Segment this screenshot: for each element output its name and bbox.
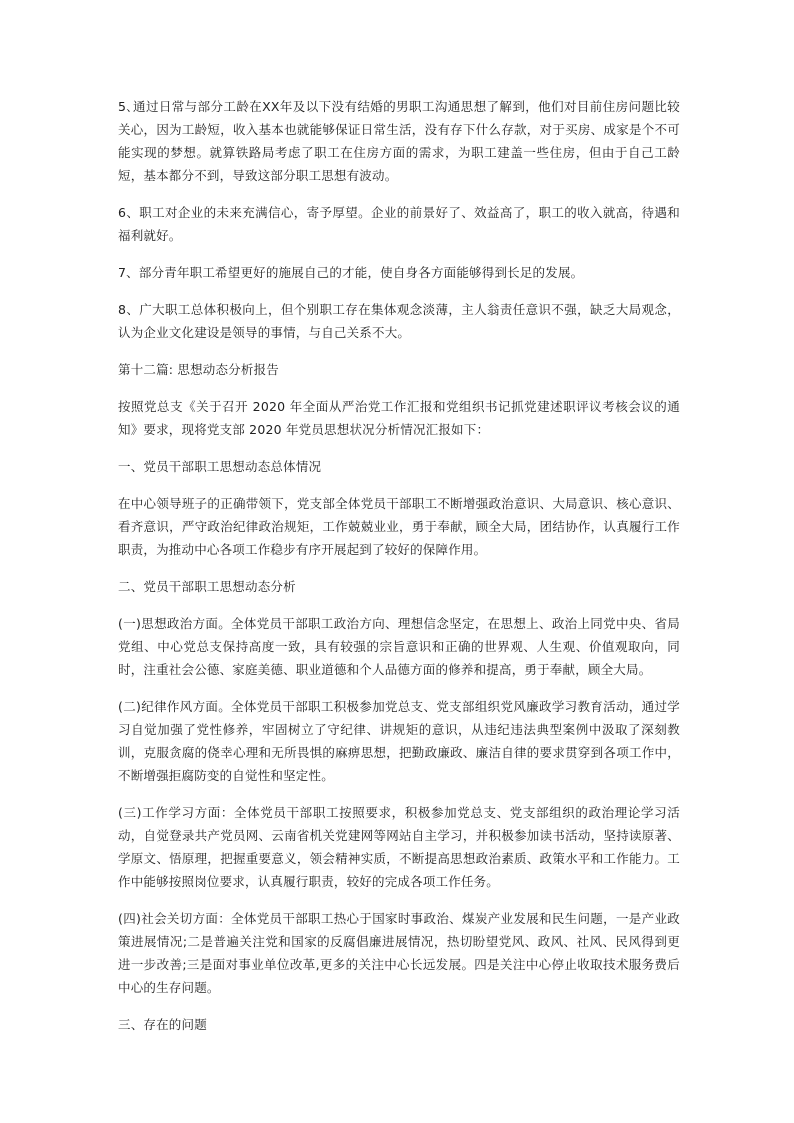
paragraph-item-7-youth: 7、部分青年职工希望更好的施展自己的才能，使自身各方面能够得到长足的发展。 <box>118 265 584 280</box>
paragraph-item-5-housing: 5､通过日常与部分工龄在XX年及以下没有结婚的男职工沟通思想了解到，他们对目前住房问题比较关心，因为工龄短，收入基本也就能够保证日常生活，没有存下什么存款，对于买房、成家是个不可能实现的梦想。就算铁路局考虑了职工在住房方面的需求，为职工建盖一些住房，但由于自己工龄短，基本都分不到，导致这部分职工思想有波动。 <box>118 99 680 183</box>
intro-paragraph: 按照党总支《关于召开 2020 年全面从严治党工作汇报和党组织书记抓党建述职评议考核会议的通知》要求，现将党支部 2020 年党员思想状况分析情况汇报如下： <box>118 399 680 437</box>
overall-paragraph: 在中心领导班子的正确带领下，党支部全体党员干部职工不断增强政治意识、大局意识、核心意识、看齐意识，严守政治纪律政治规矩，工作兢兢业业，勇于奉献，顾全大局，团结协作，认真履行工作职责，为推动中心各项工作稳步有序开展起到了较好的保障作用。 <box>118 496 680 557</box>
analysis-paragraph-discipline: (二)纪律作风方面。全体党员干部职工积极参加党总支、党支部组织党风廉政学习教育活动，通过学习自觉加强了党性修养，牢固树立了守纪律、讲规矩的意识，从违纪违法典型案例中汲取了深刻教训，克服贪腐的侥幸心理和无所畏惧的麻痹思想，把勤政廉政、廉洁自律的要求贯穿到各项工作中，不断增强拒腐防变的自觉性和坚定性。 <box>118 699 680 783</box>
analysis-paragraph-social: (四)社会关切方面：全体党员干部职工热心于国家时事政治、煤炭产业发展和民生问题，一是产业政策进展情况;二是普遍关注党和国家的反腐倡廉进展情况，热切盼望党风、政风、社风、民风得到更进一步改善;三是面对事业单位改革,更多的关注中心长远发展。四是关注中心停止收取技术服务费后中心的生存问题。 <box>118 911 680 995</box>
analysis-paragraph-study: (三)工作学习方面：全体党员干部职工按照要求，积极参加党总支、党支部组织的政治理论学习活动，自觉登录共产党员网、云南省机关党建网等网站自主学习，并积极参加读书活动，坚持读原著、学原文、悟原理，把握重要意义，领会精神实质，不断提高思想政治素质、政策水平和工作能力。工作中能够按照岗位要求，认真履行职责，较好的完成各项工作任务。 <box>118 805 680 889</box>
paragraph-item-6-confidence: 6、职工对企业的未来充满信心，寄予厚望。企业的前景好了、效益高了，职工的收入就高，待遇和福利就好。 <box>118 205 680 243</box>
analysis-paragraph-political: (一)思想政治方面。全体党员干部职工政治方向、理想信念坚定，在思想上、政治上同党中央、省局党组、中心党总支保持高度一致，具有较强的宗旨意识和正确的世界观、人生观、价值观取向，同时，注重社会公德、家庭美德、职业道德和个人品德方面的修养和提高，勇于奉献，顾全大局。 <box>118 616 680 677</box>
chapter-title: 第十二篇: 思想动态分析报告 <box>118 362 279 377</box>
document-body <box>118 95 680 1036</box>
paragraph-item-8-collective: 8、广大职工总体积极向上，但个别职工存在集体观念淡薄，主人翁责任意识不强，缺乏大局观念，认为企业文化建设是领导的事情，与自己关系不大。 <box>118 302 680 340</box>
section-heading-analysis: 二、党员干部职工思想动态分析 <box>118 579 296 594</box>
section-heading-problems: 三、存在的问题 <box>118 1017 207 1032</box>
section-heading-overall: 一、党员干部职工思想动态总体情况 <box>118 459 322 474</box>
